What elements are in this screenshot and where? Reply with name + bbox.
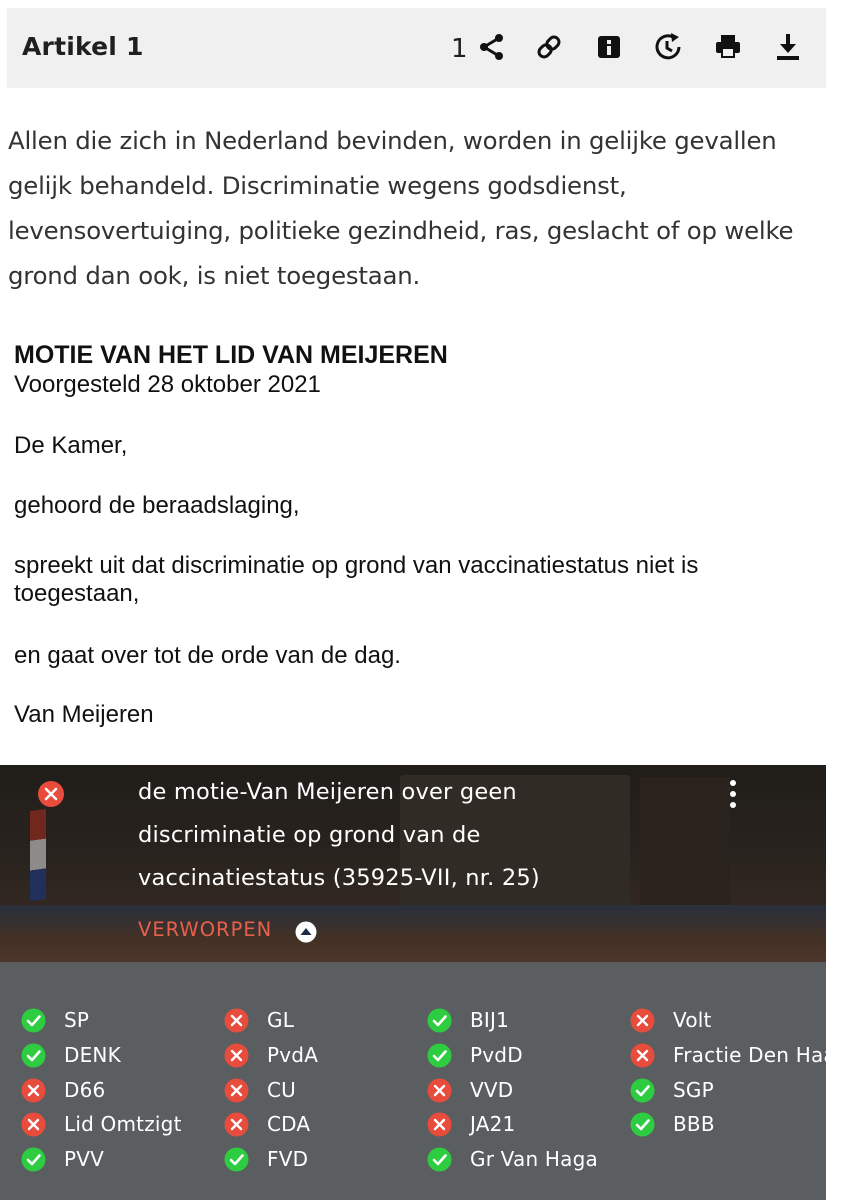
party-name: Lid Omtzigt (64, 1112, 182, 1136)
party-vote-item (630, 1075, 820, 1105)
vote-title-line: discriminatie op grond van de (138, 822, 481, 848)
party-vote-item (21, 1075, 211, 1105)
vote-title-line: vaccinatiestatus (35925-VII, nr. 25) (138, 865, 540, 891)
check-circle-icon (21, 1008, 46, 1033)
article-title: Artikel 1 (22, 32, 144, 61)
motion-signature: Van Meijeren (14, 701, 154, 728)
party-vote-item (224, 1040, 414, 1070)
party-name: D66 (64, 1078, 106, 1102)
party-vote-item (21, 1144, 211, 1174)
party-name: Fractie Den Haan (673, 1043, 849, 1067)
party-vote-item (427, 1040, 592, 1070)
article-line: Allen die zich in Nederland bevinden, worden in gelijke gevallen (8, 126, 777, 155)
x-circle-icon (21, 1112, 46, 1137)
party-vote-item (630, 1109, 820, 1139)
party-vote-item (630, 1040, 849, 1070)
rejected-status-icon (37, 780, 65, 808)
party-name: BIJ1 (470, 1008, 510, 1032)
party-name: DENK (64, 1043, 121, 1067)
party-vote-item (427, 1005, 592, 1035)
article-header (7, 8, 826, 88)
vote-title (138, 771, 698, 900)
party-vote-item (21, 1005, 211, 1035)
x-circle-icon (224, 1008, 249, 1033)
more-options-icon[interactable] (722, 778, 744, 810)
check-circle-icon (427, 1008, 452, 1033)
party-name: JA21 (470, 1112, 516, 1136)
motion-line: spreekt uit dat discriminatie op grond van vaccinatiestatus niet is (14, 552, 699, 579)
party-vote-item (427, 1109, 592, 1139)
article-line: gelijk behandeld. Discriminatie wegens godsdienst, (8, 171, 627, 200)
history-icon[interactable] (653, 32, 683, 62)
x-circle-icon (224, 1112, 249, 1137)
check-circle-icon (21, 1043, 46, 1068)
print-icon[interactable] (713, 32, 743, 62)
party-vote-item (21, 1109, 211, 1139)
party-name: PVV (64, 1147, 105, 1171)
party-vote-item (224, 1109, 414, 1139)
x-circle-icon (224, 1078, 249, 1103)
party-vote-item (224, 1005, 414, 1035)
x-circle-icon (630, 1043, 655, 1068)
party-vote-item (427, 1144, 598, 1174)
motion-paragraph (14, 552, 814, 608)
x-circle-icon (427, 1112, 452, 1137)
party-vote-item (427, 1075, 592, 1105)
motion-paragraph: gehoord de beraadslaging, (14, 492, 300, 519)
motion-paragraph: De Kamer, (14, 432, 128, 459)
check-circle-icon (630, 1112, 655, 1137)
party-name: SP (64, 1008, 90, 1032)
party-name: Volt (673, 1008, 712, 1032)
check-circle-icon (427, 1043, 452, 1068)
party-name: BBB (673, 1112, 715, 1136)
check-circle-icon (630, 1078, 655, 1103)
party-vote-item (224, 1075, 414, 1105)
x-circle-icon (21, 1078, 46, 1103)
article-text (8, 118, 823, 298)
party-name: CDA (267, 1112, 311, 1136)
vote-title-line: de motie-Van Meijeren over geen (138, 779, 517, 805)
chevron-up-icon[interactable] (295, 921, 317, 943)
motion-date: Voorgesteld 28 oktober 2021 (14, 371, 321, 398)
motion-title: MOTIE VAN HET LID VAN MEIJEREN (14, 341, 448, 369)
x-circle-icon (630, 1008, 655, 1033)
party-name: VVD (470, 1078, 514, 1102)
article-line: levensovertuiging, politieke gezindheid, ras, geslacht of op welke (8, 216, 794, 245)
vote-result: VERWORPEN (138, 918, 273, 941)
check-circle-icon (427, 1147, 452, 1172)
party-name: Gr Van Haga (470, 1147, 598, 1171)
party-name: FVD (267, 1147, 309, 1171)
download-icon[interactable] (773, 32, 803, 62)
party-vote-grid (0, 962, 849, 1200)
motion-paragraph: en gaat over tot de orde van de dag. (14, 642, 401, 669)
party-name: PvdA (267, 1043, 319, 1067)
article-line: grond dan ook, is niet toegestaan. (8, 261, 421, 290)
motion-document (14, 340, 814, 728)
info-icon[interactable] (594, 32, 624, 62)
party-name: CU (267, 1078, 297, 1102)
share-icon[interactable] (477, 32, 507, 62)
party-name: PvdD (470, 1043, 523, 1067)
motion-line: toegestaan, (14, 580, 140, 607)
party-name: SGP (673, 1078, 714, 1102)
share-count: 1 (451, 34, 468, 64)
party-vote-item (21, 1040, 211, 1070)
x-circle-icon (224, 1043, 249, 1068)
party-name: GL (267, 1008, 295, 1032)
x-circle-icon (427, 1078, 452, 1103)
party-vote-item (224, 1144, 414, 1174)
check-circle-icon (224, 1147, 249, 1172)
link-icon[interactable] (534, 32, 564, 62)
check-circle-icon (21, 1147, 46, 1172)
party-vote-item (630, 1005, 820, 1035)
